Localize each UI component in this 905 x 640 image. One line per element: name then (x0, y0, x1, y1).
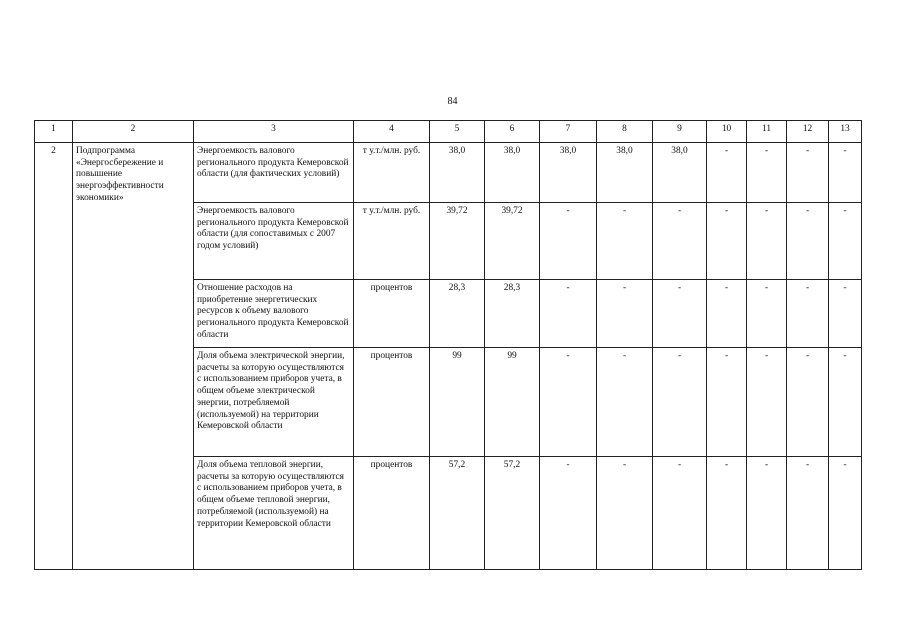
value-cell: - (829, 203, 862, 280)
column-number-cell: 4 (354, 121, 430, 143)
value-cell: - (597, 203, 653, 280)
column-number-cell: 12 (787, 121, 829, 143)
value-cell: - (653, 457, 707, 570)
column-number-cell: 8 (597, 121, 653, 143)
group-number-cell: 2 (35, 143, 73, 570)
page-number: 84 (447, 96, 458, 107)
unit-cell: процентов (354, 348, 430, 457)
value-cell: - (597, 348, 653, 457)
value-cell: 99 (485, 348, 540, 457)
value-cell: - (653, 348, 707, 457)
value-cell: - (747, 203, 787, 280)
value-cell: - (787, 143, 829, 203)
value-cell: - (787, 457, 829, 570)
value-cell: - (787, 203, 829, 280)
indicator-cell: Доля объема электрической энергии, расчеты за которую осуществляются с использованием приборов учета, в общем объеме электрической энергии, потребляемой (используемой) на территории Кемеровской области (194, 348, 354, 457)
value-cell: 99 (430, 348, 485, 457)
column-number-cell: 7 (540, 121, 597, 143)
column-number-cell: 6 (485, 121, 540, 143)
value-cell: - (540, 203, 597, 280)
column-numbers-row (35, 121, 862, 143)
value-cell: 28,3 (485, 280, 540, 348)
value-cell: - (747, 143, 787, 203)
value-cell: - (707, 203, 747, 280)
column-number-cell: 9 (653, 121, 707, 143)
indicators-table (34, 120, 862, 570)
value-cell: 38,0 (653, 143, 707, 203)
value-cell: - (829, 143, 862, 203)
value-cell: 38,0 (540, 143, 597, 203)
value-cell: 39,72 (485, 203, 540, 280)
unit-cell: т у.т./млн. руб. (354, 203, 430, 280)
value-cell: - (829, 457, 862, 570)
column-number-cell: 10 (707, 121, 747, 143)
column-number-cell: 5 (430, 121, 485, 143)
program-name-cell: Подпрограмма «Энергосбережение и повышение энергоэффективности экономики» (73, 143, 194, 570)
indicator-cell: Отношение расходов на приобретение энергетических ресурсов к объему валового регионального продукта Кемеровской области (194, 280, 354, 348)
value-cell: - (540, 280, 597, 348)
value-cell: - (829, 280, 862, 348)
indicator-cell: Энергоемкость валового регионального продукта Кемеровской области (для фактических условий) (194, 143, 354, 203)
column-number-cell: 13 (829, 121, 862, 143)
value-cell: - (540, 457, 597, 570)
value-cell: 57,2 (430, 457, 485, 570)
value-cell: - (747, 457, 787, 570)
value-cell: - (597, 457, 653, 570)
column-number-cell: 1 (35, 121, 73, 143)
value-cell: 38,0 (485, 143, 540, 203)
column-number-cell: 2 (73, 121, 194, 143)
unit-cell: процентов (354, 280, 430, 348)
indicator-cell: Энергоемкость валового регионального продукта Кемеровской области (для сопоставимых с 2007 годом условий) (194, 203, 354, 280)
column-number-cell: 3 (194, 121, 354, 143)
table-row (35, 143, 862, 203)
value-cell: - (540, 348, 597, 457)
value-cell: 28,3 (430, 280, 485, 348)
value-cell: 38,0 (430, 143, 485, 203)
value-cell: 38,0 (597, 143, 653, 203)
value-cell: - (707, 457, 747, 570)
value-cell: - (707, 143, 747, 203)
value-cell: - (787, 280, 829, 348)
value-cell: - (747, 348, 787, 457)
value-cell: 39,72 (430, 203, 485, 280)
value-cell: - (787, 348, 829, 457)
unit-cell: т у.т./млн. руб. (354, 143, 430, 203)
value-cell: - (597, 280, 653, 348)
unit-cell: процентов (354, 457, 430, 570)
value-cell: - (707, 348, 747, 457)
value-cell: - (707, 280, 747, 348)
value-cell: - (653, 203, 707, 280)
column-number-cell: 11 (747, 121, 787, 143)
value-cell: 57,2 (485, 457, 540, 570)
value-cell: - (747, 280, 787, 348)
value-cell: - (653, 280, 707, 348)
value-cell: - (829, 348, 862, 457)
indicator-cell: Доля объема тепловой энергии, расчеты за которую осуществляются с использованием приборов учета, в общем объеме тепловой энергии, потребляемой (используемой) на территории Кемеровской области (194, 457, 354, 570)
